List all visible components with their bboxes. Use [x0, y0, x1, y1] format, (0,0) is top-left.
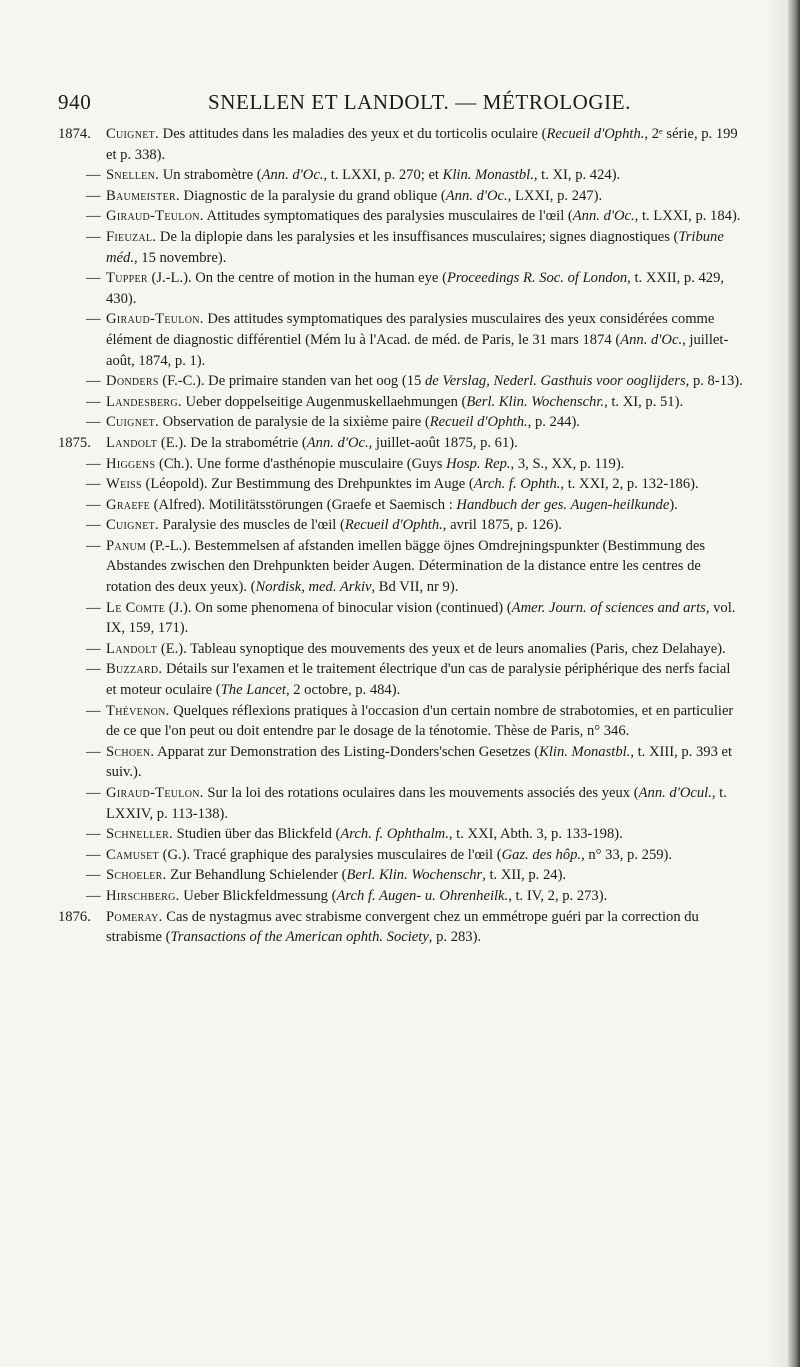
entry-text: , Bd VII, nr 9). — [371, 579, 459, 596]
entry-source: Amer. Journ. of sciences and arts — [511, 599, 706, 616]
entry-source: Proceedings R. Soc. of London — [446, 270, 628, 287]
entry-text: , t. XIII, p. 393 et suiv.). — [106, 743, 733, 781]
entry-text: Zur Behandlung Schielender ( — [166, 867, 347, 884]
entry-text: (G.). Tracé graphique des paralysies musculaires de l'œil ( — [158, 846, 502, 863]
entry-author: Panum — [106, 537, 147, 554]
entry-author: Landolt — [106, 434, 158, 451]
bibliography-entry — [58, 433, 744, 454]
entry-text: (P.-L.). Bestemmelsen af afstanden imellen bägge öjnes Omdrejningspunkter (Bestimmung des Abstandes zwischen den Drehpunkten beider Augen. Détermination de la distance entre les centres de rotation des deux yeux). ( — [106, 537, 706, 596]
entry-text: Des attitudes dans les maladies des yeux et du torticolis oculaire ( — [159, 126, 547, 142]
entry-text: Détails sur l'examen et le traitement électrique d'un cas de paralysie périphérique des nerfs facial et moteur oculaire ( — [106, 661, 731, 699]
entry-dash: — — [86, 640, 101, 657]
entry-source: de Verslag, Nederl. Gasthuis voor ooglijders — [424, 373, 686, 390]
entry-text: , 2ᵉ série, p. 199 et p. 338). — [106, 126, 738, 163]
entry-author: Baumeister. — [106, 187, 180, 204]
bibliography-entry — [58, 206, 744, 227]
bibliography-entry — [58, 268, 744, 309]
entry-text: Des attitudes symptomatiques des paralysies musculaires des yeux considérées comme élément de diagnostic différentiel (Mém lu à l'Acad. de méd. de Paris, le 31 mars 1874 ( — [106, 311, 715, 348]
entry-dash: — — [86, 311, 101, 328]
entry-author: Thévenon. — [106, 702, 170, 719]
running-header — [58, 90, 744, 116]
entry-text: , t. XXI, 2, p. 132-186). — [560, 476, 699, 493]
entry-text: Quelques réflexions pratiques à l'occasion d'un certain nombre de strabotomies, et en particulier de ce que l'on peut ou doit entendre par le dosage de la ténotomie. Thèse de Paris, n° 346. — [106, 702, 734, 740]
entry-author: Graefe — [106, 496, 151, 513]
entry-source: Tribune méd. — [106, 228, 724, 266]
entry-author: Cuignet. — [106, 517, 159, 534]
entry-source: Hosp. Rep. — [446, 455, 511, 472]
entry-year: 1876. — [58, 908, 91, 925]
entry-text: , t. LXXI, p. 270; et — [323, 167, 443, 184]
entry-text: Studien über das Blickfeld ( — [172, 826, 341, 843]
entry-text: (J.). On some phenomena of binocular vision (continued) ( — [165, 599, 512, 616]
entry-author: Camuset — [106, 846, 159, 863]
entry-author: Schoeler. — [106, 867, 167, 884]
entry-source: Recueil d'Ophth. — [344, 517, 443, 534]
entry-text: , t. XXII, p. 429, 430). — [106, 270, 725, 307]
entry-text: (F.-C.). De primaire standen van het oog (15 — [158, 373, 425, 390]
entry-dash: — — [86, 496, 101, 513]
entry-author: Giraud-Teulon. — [106, 785, 204, 801]
entry-text: , 3, S., XX, p. 119). — [510, 455, 625, 472]
entry-source: Handbuch der ges. Augen-heilkunde — [456, 496, 670, 513]
bibliography-entry — [58, 701, 744, 742]
entry-author: Cuignet. — [106, 126, 159, 142]
entry-dash: — — [86, 826, 101, 843]
entry-author: Higgens — [106, 455, 156, 472]
entry-text: , 15 novembre). — [133, 249, 227, 266]
bibliography-entry — [58, 454, 744, 475]
entry-text: Observation de paralysie de la sixième paire ( — [159, 414, 430, 431]
entry-dash: — — [86, 743, 101, 760]
entry-text: Paralysie des muscles de l'œil ( — [159, 517, 345, 534]
entry-text: , t. XXI, Abth. 3, p. 133-198). — [448, 826, 623, 843]
entry-dash: — — [86, 228, 101, 245]
entry-source: Transactions of the American ophth. Society — [170, 929, 429, 946]
entry-text: , t. XII, p. 24). — [482, 867, 567, 884]
bibliography-list — [58, 124, 744, 948]
entry-text: Un strabomètre ( — [159, 167, 262, 184]
entry-text: , juillet-août, 1874, p. 1). — [106, 331, 729, 369]
entry-dash: — — [86, 702, 101, 719]
entry-author: Schneller. — [106, 826, 173, 843]
entry-text: (Alfred). Motilitätsstörungen (Graefe et Saemisch : — [150, 496, 457, 513]
bibliography-entry — [58, 371, 744, 392]
entry-text: Diagnostic de la paralysie du grand oblique ( — [179, 187, 446, 204]
entry-dash: — — [86, 887, 101, 904]
entry-author: Hirschberg. — [106, 887, 180, 904]
bibliography-entry — [58, 186, 744, 207]
entry-text: , t. LXXI, p. 184). — [634, 208, 741, 225]
entry-source: Ann. d'Oc. — [261, 167, 324, 184]
bibliography-entry — [58, 639, 744, 660]
bibliography-entry — [58, 165, 744, 186]
bibliography-entry — [58, 865, 744, 886]
bibliography-entry — [58, 474, 744, 495]
entry-dash: — — [86, 599, 101, 616]
entry-text: (Ch.). Une forme d'asthénopie musculaire (Guys — [155, 455, 447, 472]
bibliography-entry — [58, 742, 744, 783]
entry-text: Cas de nystagmus avec strabisme convergent chez un emmétrope guéri par la correction du strabisme ( — [106, 908, 699, 946]
entry-source: Gaz. des hôp. — [501, 846, 582, 863]
entry-text: (E.). Tableau synoptique des mouvements des yeux et de leurs anomalies (Paris, chez Delahaye). — [157, 640, 726, 657]
entry-source: The Lancet — [220, 682, 286, 699]
entry-text: Attitudes symptomatiques des paralysies musculaires de l'œil ( — [203, 208, 573, 225]
entry-text: , t. LXXIV, p. 113-138). — [106, 785, 727, 822]
entry-source: Recueil d'Ophth. — [546, 126, 645, 142]
entry-dash: — — [86, 785, 101, 801]
entry-text: Apparat zur Demonstration des Listing-Donders'schen Gesetzes ( — [154, 743, 540, 760]
page-edge — [788, 0, 800, 1367]
entry-dash: — — [86, 208, 101, 225]
entry-source: Ann. d'Oc. — [306, 434, 369, 451]
entry-text: ). — [669, 496, 678, 513]
entry-dash: — — [86, 476, 101, 493]
entry-dash: — — [86, 187, 101, 204]
entry-source: Arch f. Augen- u. Ohrenheilk. — [336, 887, 509, 904]
entry-dash: — — [86, 414, 101, 431]
entry-author: Giraud-Teulon. — [106, 311, 204, 328]
entry-author: Pomeray. — [106, 908, 163, 925]
entry-dash: — — [86, 517, 101, 534]
entry-dash: — — [86, 867, 101, 884]
entry-source: Nordisk, med. Arkiv — [255, 579, 372, 596]
entry-year: 1875. — [58, 434, 91, 451]
entry-author: Fieuzal. — [106, 228, 157, 245]
page — [58, 90, 744, 948]
entry-source: Berl. Klin. Wochenschr — [346, 867, 483, 884]
entry-source: Recueil d'Ophth. — [429, 414, 528, 431]
entry-author: Giraud-Teulon. — [106, 208, 204, 225]
entry-text: Ueber Blickfeldmessung ( — [179, 887, 337, 904]
entry-text: De la diplopie dans les paralysies et les insuffisances musculaires; signes diagnostiques ( — [156, 228, 679, 245]
entry-dash: — — [86, 270, 101, 287]
entry-author: Tupper — [106, 270, 148, 287]
bibliography-entry — [58, 227, 744, 268]
entry-text: , p. 244). — [527, 414, 580, 431]
entry-text: , p. 283). — [428, 929, 482, 946]
entry-source: Arch. f. Ophth. — [473, 476, 561, 493]
entry-source: Ann. d'Oc. — [572, 208, 635, 225]
running-title: SNELLEN ET LANDOLT. — MÉTROLOGIE. — [208, 90, 632, 114]
entry-text: , vol. IX, 159, 171). — [106, 599, 736, 637]
entry-author: Weiss — [106, 476, 142, 493]
bibliography-entry — [58, 309, 744, 371]
bibliography-entry — [58, 886, 744, 907]
page-edge-shadow — [766, 0, 788, 1367]
entry-text: , t. IV, 2, p. 273). — [508, 887, 608, 904]
entry-author: Le Comte — [106, 599, 166, 616]
entry-dash: — — [86, 167, 101, 184]
entry-text: (J.-L.). On the centre of motion in the human eye ( — [147, 270, 447, 287]
bibliography-entry — [58, 659, 744, 700]
entry-text: Sur la loi des rotations oculaires dans les mouvements associés des yeux ( — [203, 785, 639, 801]
entry-text: Ueber doppelseitige Augenmuskellaehmungen ( — [181, 393, 467, 410]
entry-year: 1874. — [58, 126, 91, 142]
entry-source: Klin. Monastbl. — [539, 743, 631, 760]
entry-text: (Léopold). Zur Bestimmung des Drehpunktes im Auge ( — [141, 476, 474, 493]
entry-source: Ann. d'Oc. — [445, 187, 508, 204]
entry-author: Cuignet. — [106, 414, 159, 431]
entry-text: , n° 33, p. 259). — [581, 846, 673, 863]
bibliography-entry — [58, 845, 744, 866]
entry-dash: — — [86, 393, 101, 410]
entry-author: Landolt — [106, 640, 158, 657]
entry-source: Arch. f. Ophthalm. — [340, 826, 449, 843]
entry-dash: — — [86, 537, 101, 554]
bibliography-entry — [58, 495, 744, 516]
entry-text: , LXXI, p. 247). — [507, 187, 603, 204]
entry-text: , t. XI, p. 51). — [604, 393, 684, 410]
entry-author: Schoen. — [106, 743, 155, 760]
entry-text: , juillet-août 1875, p. 61). — [368, 434, 518, 451]
entry-author: Donders — [106, 373, 159, 390]
bibliography-entry — [58, 907, 744, 948]
entry-dash: — — [86, 455, 101, 472]
bibliography-entry — [58, 783, 744, 824]
bibliography-entry — [58, 598, 744, 639]
entry-dash: — — [86, 661, 101, 678]
entry-source: Ann. d'Oc. — [620, 331, 683, 348]
page-number: 940 — [58, 90, 92, 114]
entry-author: Landesberg. — [106, 393, 182, 410]
bibliography-entry — [58, 515, 744, 536]
bibliography-entry — [58, 536, 744, 598]
entry-dash: — — [86, 373, 101, 390]
entry-source: Berl. Klin. Wochenschr. — [466, 393, 605, 410]
entry-text: , avril 1875, p. 126). — [442, 517, 562, 534]
entry-dash: — — [86, 846, 101, 863]
bibliography-entry — [58, 824, 744, 845]
bibliography-entry — [58, 124, 744, 165]
entry-author: Snellen. — [106, 167, 160, 184]
entry-author: Buzzard. — [106, 661, 163, 678]
entry-text: , p. 8-13). — [685, 373, 743, 390]
entry-source: Ann. d'Ocul. — [638, 785, 712, 801]
entry-text: , 2 octobre, p. 484). — [285, 682, 401, 699]
entry-text: (E.). De la strabométrie ( — [157, 434, 307, 451]
entry-text: , t. XI, p. 424). — [533, 167, 621, 184]
entry-source: Klin. Monastbl. — [442, 167, 534, 184]
bibliography-entry — [58, 392, 744, 413]
bibliography-entry — [58, 412, 744, 433]
